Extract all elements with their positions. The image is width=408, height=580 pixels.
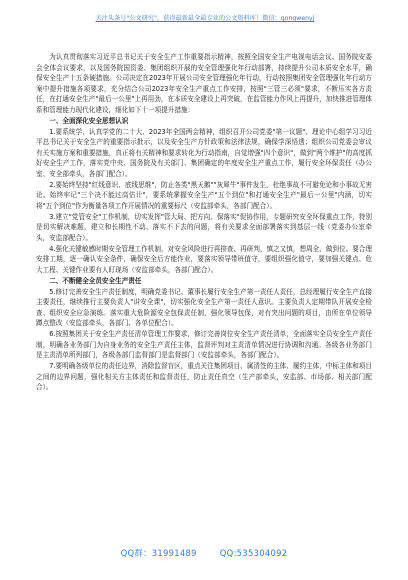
footer-contact: [0, 547, 408, 559]
body-paragraph: 6.按照集团关于安全生产责任清单管理工作要求，修订完善岗位安全生产责任清单，全面落实全员安全生产责任制，明确各业务部门为自身业务的安全生产责任主体，监督评判对主责清单情况进行协调和沟通。各级各业务部门是主责清单所列部门，各级各部门监督部门是监督部门（安监部牵头，各部门配合）。: [36, 330, 372, 359]
section-heading: 二、不断健全全员安全生产责任: [49, 276, 142, 285]
body-paragraph: 5.修订完善安全生产责任制度，明确党委书记、董事长履行安全生产第一责任人责任，总经理履行安全生产直接主要责任，继续推行主要负责人"讲安全课"，切实强化安全生产第一责任人意识。主要负责人定期带队开展安全检查、组织安全应急演练。落实重大危险源安全包保责任制，强化领导包保，对有突出问题的项目，由所在单位领导蹲点整改（安监部牵头，各部门、各单位配合）。: [36, 287, 372, 327]
body-paragraph: 3.建立"党管安全"工作机制，切实发挥"管大局、把方向、保落实"促协作用，专题研究安全环保重点工作，特别是切实解决难题，建立和长期性不动、落实不下去的问题，将有关要求全面部署落实到基层一线（党委办公室牵头，安监部配合）。: [36, 212, 372, 242]
section-heading: 一、全面深化安全思想认识: [49, 116, 129, 125]
body-paragraph: 2.要始终坚持"红线意识、底线思维"，防止各类"黑天鹅""灰犀牛"事件发生，杜绝事故不可避免论和小事故无害论。始终牢记"三个决不能过高估计"，要系统掌握安全生产"五个到位"和打通安全生产"最后一公里"内涵，切实将"五个到位"作为衡量各项工作开展情况的重要标尺（安监部牵头，各部门配合）。: [36, 180, 372, 210]
header-banner-link[interactable]: 关注头条号"公文研究"，获得最新最全最专业的公文资料库！微信：gongwenyj: [95, 15, 315, 22]
document-body: [36, 52, 372, 393]
body-paragraph: 7.要明确各级单位的责任边界，消除监督盲区，重点关注集团项目、属清签的主体、履约主体，中标主体和项目之间的边界问题，强化相关方主体责任和监督责任，防止责任真空（生产部牵头，安监部、市场部、相关部门配合）。: [36, 362, 372, 391]
qq-group-text: QQ群：31991489: [120, 548, 197, 558]
body-paragraph: 1.要系统学、认真学党的二十大、2023年全国两会精神，组织召开公司党委"第一议题"、理论中心组学习习近平总书记关于安全生产的重要指示批示，以及安全生产方针政策和法律法规，确保学深悟透；组织公司党委会审议有关实施方案和重要措施，真正将有关精神和要求转化为行动指南，自觉增强"四个意识"，做到"两个维护"的高度抓好安全生产工作，落实党中央、国务院及有关部门、集团确定的年度安全生产重点工作，履行安全环保责任（办公室、安全部牵头，各部门配合）。: [36, 127, 372, 178]
body-paragraph: 4.强化关键敏感时期安全管理工作机制，对安全风险进行再排查、再研判，慎之又慎，想周全、做到位。要合理安排工期，逐一确认安全条件，确保安全后方能作业，要落实领导带班值守，要组织强化值守，要加强关键点、危大工程、关键作业要有人盯现场（安监部牵头，各部门配合）。: [36, 244, 372, 274]
body-paragraph: 为认真贯彻落实习近平总书记关于安全生产工作重要指示精神，按照全国安全生产电视电话会议、国务院安委会全体会议要求，以及国务院国资委、集团组织开展的安全管理强化年行动部署，持续提升公司本质安全水平，确保安全生产十五条硬措施。公司决定在2023年开展公司安全管理强化年行动，行动按照集团安全管理强化年行动方案中提升措施各项要求，充分结合公司2023年安全生产重点工作安排，按照"三管三必须"要求，不断压实各方责任，在打通安全生产"最后一公里"上再用劲，在本质安全建设上再突破，在监管能力作风上再提升，加快推进管理体系和管理能力现代化建设，细化如下十一项提升措施：: [36, 53, 372, 114]
qq-text: QQ:535304092: [219, 548, 288, 558]
